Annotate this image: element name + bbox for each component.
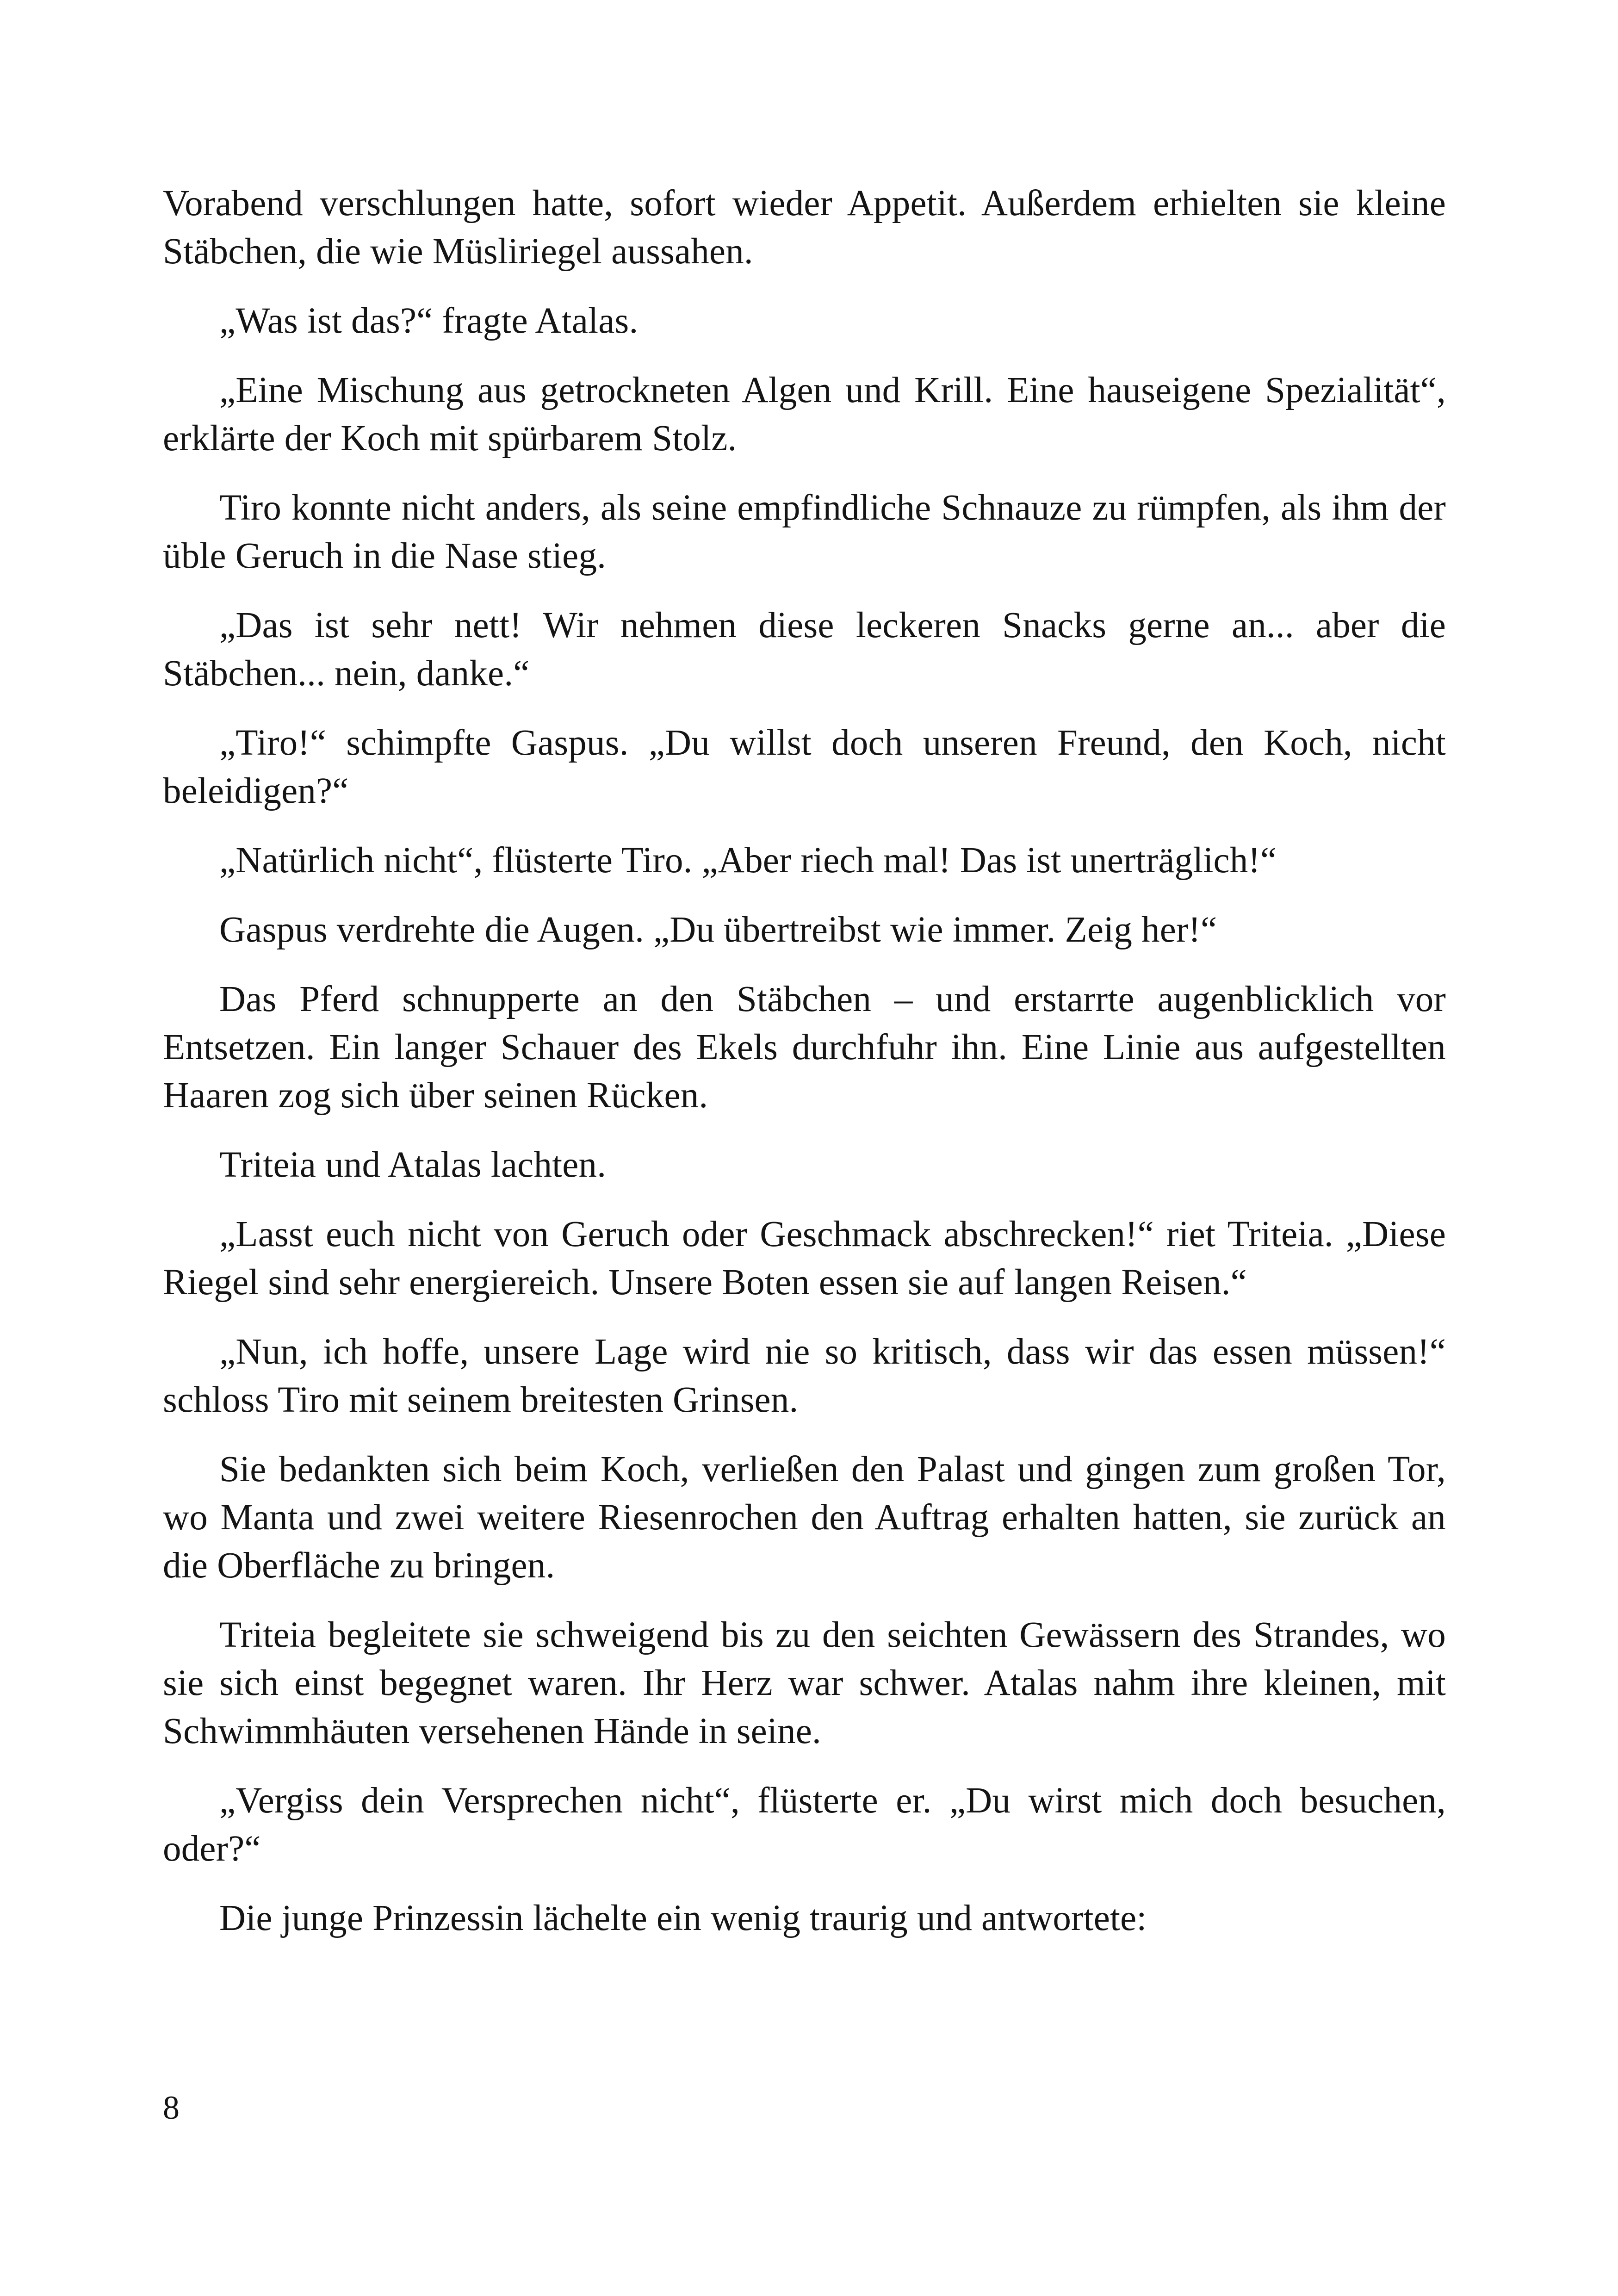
paragraph: Sie bedankten sich beim Koch, verließen den Palast und gingen zum großen Tor, wo Manta und zwei weitere Riesenrochen den Auftrag erhalten hatten, sie zurück an die Oberfläche zu bringen. [163, 1449, 1446, 1586]
paragraph: „Vergiss dein Versprechen nicht“, flüsterte er. „Du wirst mich doch besuchen, oder?“ [163, 1781, 1446, 1869]
paragraph: Triteia begleitete sie schweigend bis zu den seichten Gewässern des Strandes, wo sie sich einst begegnet waren. Ihr Herz war schwer. Atalas nahm ihre kleinen, mit Schwimmhäuten versehenen Hände in seine. [163, 1615, 1446, 1751]
paragraph: „Lasst euch nicht von Geruch oder Geschmack abschrecken!“ riet Triteia. „Diese Riegel sind sehr energiereich. Unsere Boten essen sie auf langen Reisen.“ [163, 1214, 1446, 1303]
paragraph: Tiro konnte nicht anders, als seine empfindliche Schnauze zu rümpfen, als ihm der üble Geruch in die Nase stieg. [163, 488, 1446, 576]
paragraph: „Natürlich nicht“, flüsterte Tiro. „Aber riech mal! Das ist unerträglich!“ [219, 840, 1277, 881]
paragraph: Das Pferd schnupperte an den Stäbchen – und erstarrte augenblicklich vor Entsetzen. Ein langer Schauer des Ekels durchfuhr ihn. Eine Linie aus aufgestellten Haaren zog sich über seinen Rücken. [163, 979, 1446, 1116]
paragraph: Gaspus verdrehte die Augen. „Du übertreibst wie immer. Zeig her!“ [219, 910, 1217, 950]
paragraph: Triteia und Atalas lachten. [219, 1145, 607, 1185]
paragraph: „Nun, ich hoffe, unsere Lage wird nie so kritisch, dass wir das essen müssen!“ schloss Tiro mit seinem breitesten Grinsen. [163, 1332, 1446, 1420]
paragraph: „Das ist sehr nett! Wir nehmen diese leckeren Snacks gerne an... aber die Stäbchen... nein, danke.“ [163, 605, 1446, 694]
page-number: 8 [163, 2089, 180, 2126]
body-text [163, 180, 1446, 1964]
paragraph: Vorabend verschlungen hatte, sofort wieder Appetit. Außerdem erhielten sie kleine Stäbchen, die wie Müsliriegel aussahen. [163, 183, 1446, 272]
paragraph: „Tiro!“ schimpfte Gaspus. „Du willst doch unseren Freund, den Koch, nicht beleidigen?“ [163, 723, 1446, 811]
paragraph: „Was ist das?“ fragte Atalas. [219, 301, 639, 341]
paragraph: Die junge Prinzessin lächelte ein wenig traurig und antwortete: [219, 1898, 1147, 1938]
paragraph: „Eine Mischung aus getrockneten Algen und Krill. Eine hauseigene Spezialität“, erklärte der Koch mit spürbarem Stolz. [163, 370, 1446, 459]
